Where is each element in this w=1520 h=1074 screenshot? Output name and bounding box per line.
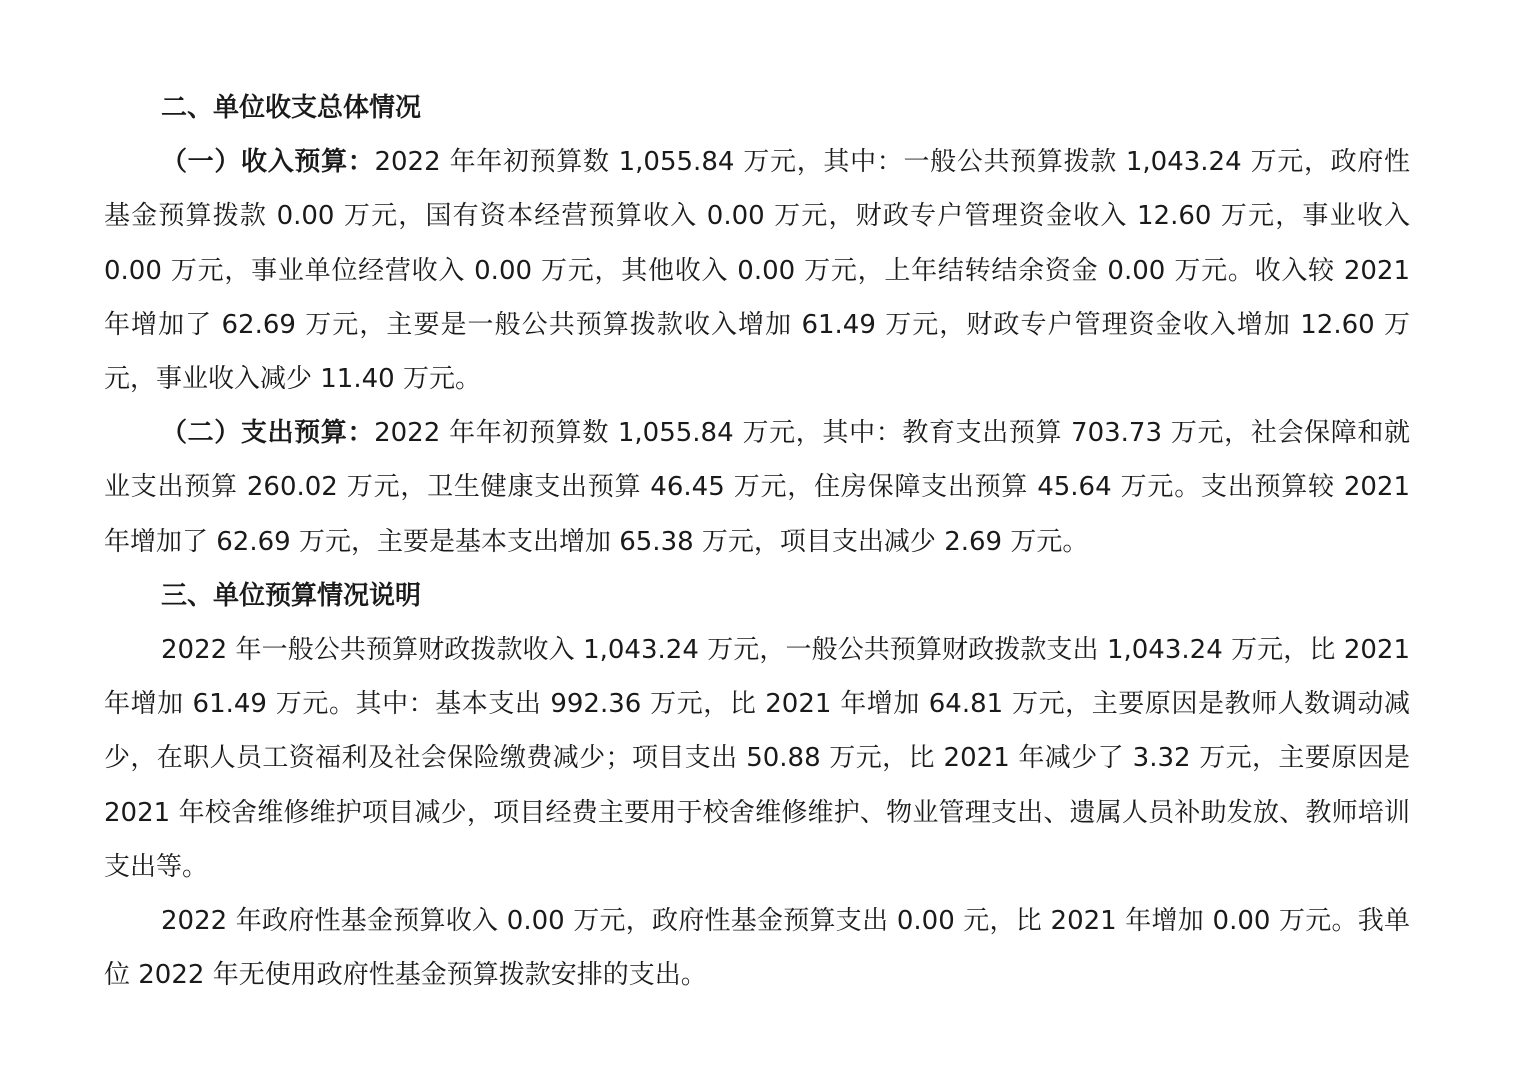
expense-budget-paragraph bbox=[104, 406, 1410, 569]
section-heading-overall: 二、单位收支总体情况 bbox=[161, 93, 422, 123]
income-budget-paragraph bbox=[104, 135, 1410, 406]
expense-budget-lead: （二）支出预算： bbox=[161, 418, 375, 449]
section-heading-budget-explanation: 三、单位预算情况说明 bbox=[161, 580, 422, 611]
expense-budget-text: 2022 年年初预算数 1,055.84 万元，其中：教育支出预算 703.73 万元，社会保障和就业支出预算 260.02 万元，卫生健康支出预算 46.45 万元，住房保障支出预算 45.64 万元。支出预算较 2021 年增加了 62.69 万元，主要是基本支出增加 65.38 万元，项目支出减少 2.69 万元。 bbox=[104, 418, 1410, 557]
document-page bbox=[104, 81, 1410, 1002]
general-budget-paragraph: 2022 年一般公共预算财政拨款收入 1,043.24 万元，一般公共预算财政拨款支出 1,043.24 万元，比 2021 年增加 61.49 万元。其中：基本支出 992.36 万元，比 2021 年增加 64.81 万元，主要原因是教师人数调动减少，在职人员工资福利及社会保险缴费减少；项目支出 50.88 万元，比 2021 年减少了 3.32 万元，主要原因是 2021 年校舍维修维护项目减少，项目经费主要用于校舍维修维护、物业管理支出、遗属人员补助发放、教师培训支出等。 bbox=[104, 635, 1410, 882]
government-fund-paragraph: 2022 年政府性基金预算收入 0.00 万元，政府性基金预算支出 0.00 元，比 2021 年增加 0.00 万元。我单位 2022 年无使用政府性基金预算拨款安排的支出。 bbox=[104, 906, 1410, 991]
income-budget-text: 2022 年年初预算数 1,055.84 万元，其中：一般公共预算拨款 1,043.24 万元，政府性基金预算拨款 0.00 万元，国有资本经营预算收入 0.00 万元，财政专户管理资金收入 12.60 万元，事业收入 0.00 万元，事业单位经营收入 0.00 万元，其他收入 0.00 万元，上年结转结余资金 0.00 万元。收入较 2021 年增加了 62.69 万元，主要是一般公共预算拨款收入增加 61.49 万元，财政专户管理资金收入增加 12.60 万元，事业收入减少 11.40 万元。 bbox=[104, 147, 1410, 395]
income-budget-lead: （一）收入预算： bbox=[161, 147, 375, 178]
